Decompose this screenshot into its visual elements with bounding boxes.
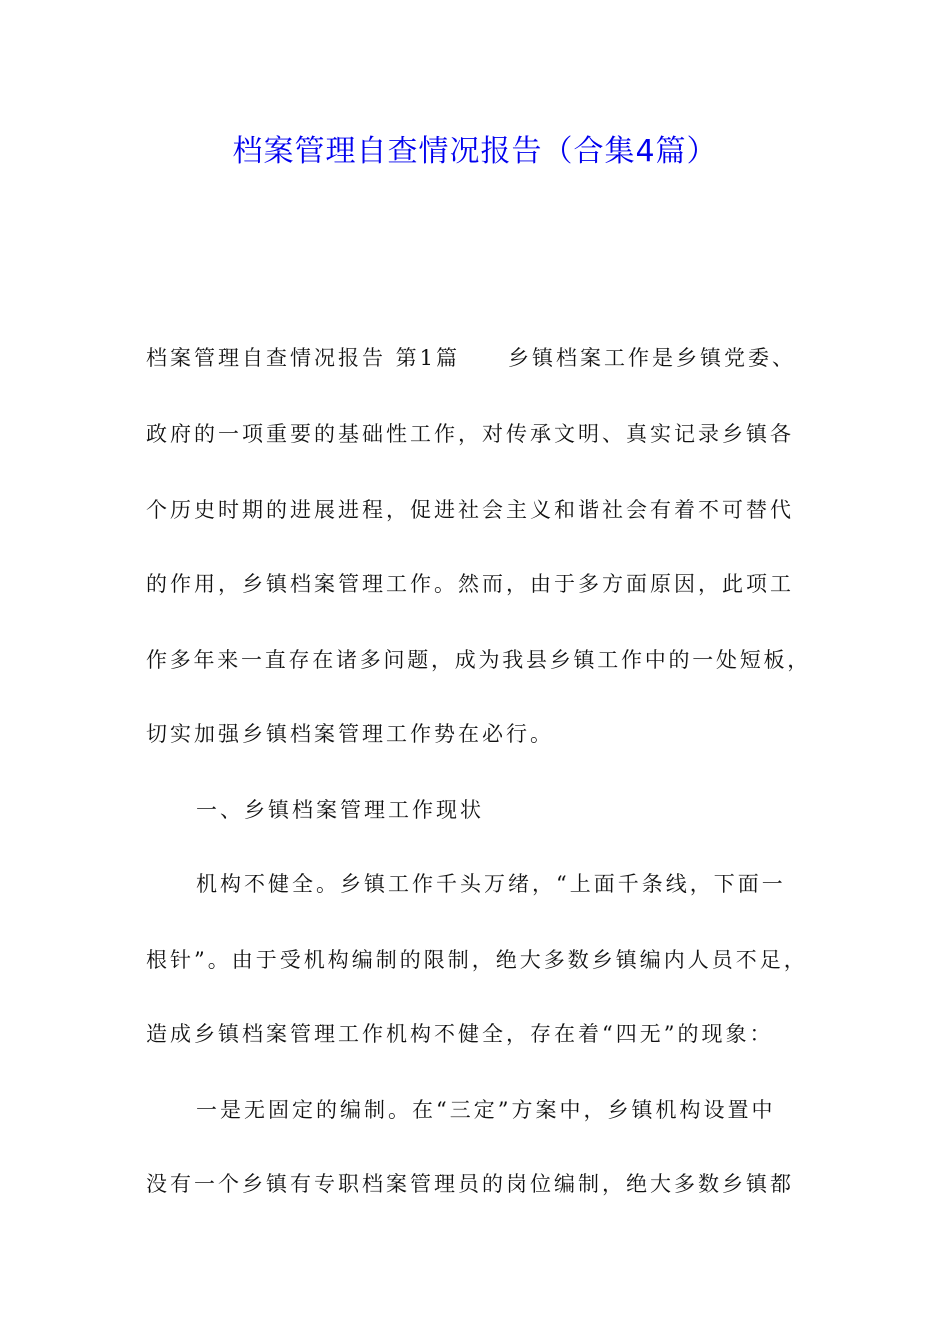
body-line-4: 的作用，乡镇档案管理工作。然而，由于多方面原因，此项工 <box>146 572 794 596</box>
body-line-11: 一是无固定的编制。在“三定”方案中，乡镇机构设置中 <box>196 1098 776 1122</box>
body-line-6: 切实加强乡镇档案管理工作势在必行。 <box>146 722 554 746</box>
body-line-8: 机构不健全。乡镇工作千头万绪，“上面千条线，下面一 <box>196 872 786 896</box>
body-line-9: 根针”。由于受机构编制的限制，绝大多数乡镇编内人员不足， <box>146 948 808 972</box>
document-title: 档案管理自查情况报告（合集4篇） <box>232 134 718 169</box>
body-line-5: 作多年来一直存在诸多问题，成为我县乡镇工作中的一处短板， <box>146 648 811 672</box>
section-heading: 一、乡镇档案管理工作现状 <box>196 798 484 822</box>
body-line-1: 档案管理自查情况报告 第1篇 乡镇档案工作是乡镇党委、 <box>146 346 797 370</box>
body-line-3: 个历史时期的进展进程，促进社会主义和谐社会有着不可替代 <box>146 498 794 522</box>
body-line-12: 没有一个乡镇有专职档案管理员的岗位编制，绝大多数乡镇都 <box>146 1172 794 1196</box>
body-line-10: 造成乡镇档案管理工作机构不健全，存在着“四无”的现象： <box>146 1022 774 1046</box>
body-line-2: 政府的一项重要的基础性工作，对传承文明、真实记录乡镇各 <box>146 422 794 446</box>
